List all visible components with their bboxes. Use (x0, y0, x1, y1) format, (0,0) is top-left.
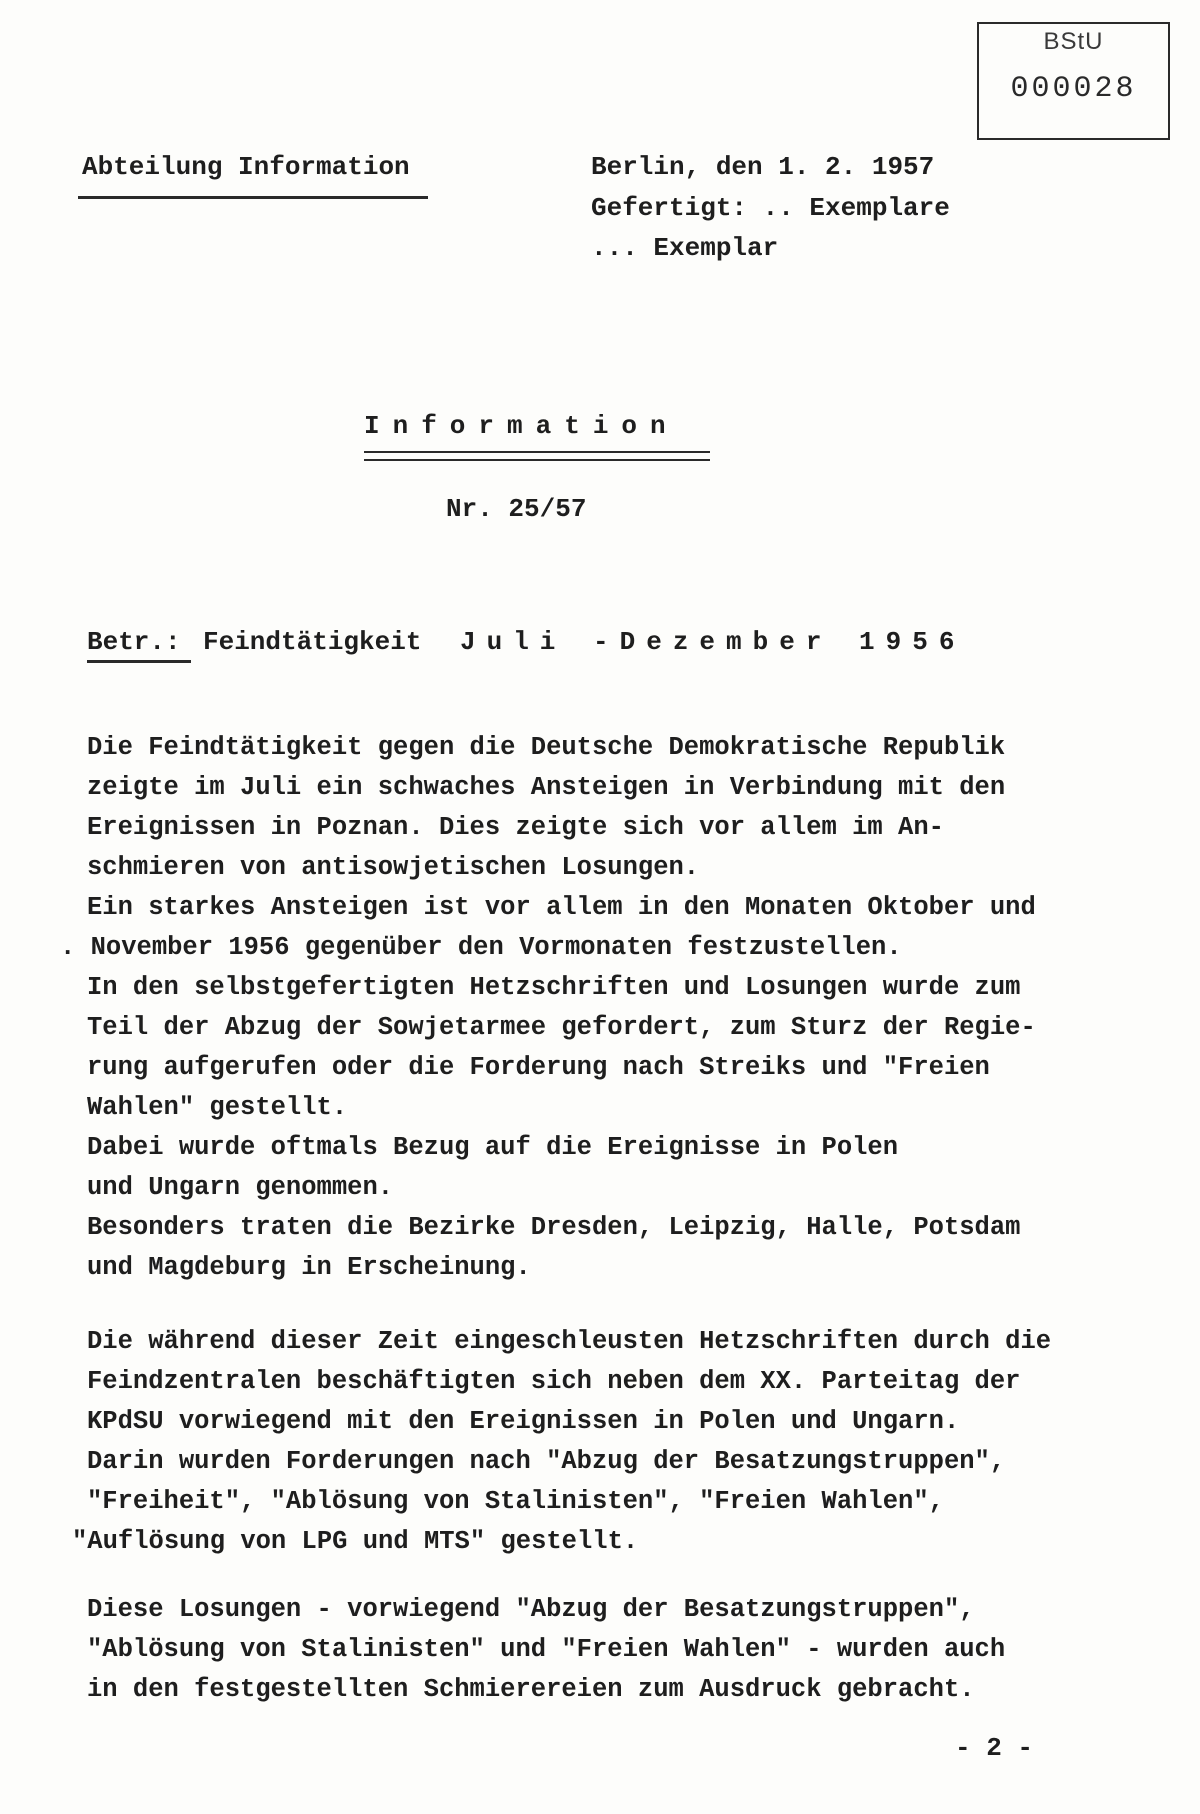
body-line: Die während dieser Zeit eingeschleusten Hetzschriften durch die (87, 1327, 1052, 1356)
body-line: Ein starkes Ansteigen ist vor allem in den Monaten Oktober und (87, 893, 1036, 922)
document-heading: Information (364, 411, 679, 441)
body-line: Dabei wurde oftmals Bezug auf die Ereignisse in Polen (87, 1133, 899, 1162)
body-line: In den selbstgefertigten Hetzschriften und Losungen wurde zum (87, 973, 1021, 1002)
subject-label: Betr.: (87, 627, 181, 657)
body-line: schmieren von antisowjetischen Losungen. (87, 853, 700, 882)
copies-made: Gefertigt: .. Exemplare (591, 193, 950, 223)
body-line: . November 1956 gegenüber den Vormonaten festzustellen. (60, 933, 902, 962)
copy-number: ... Exemplar (591, 233, 779, 263)
department-underline (78, 196, 428, 199)
stamp-title: BStU (1043, 28, 1104, 55)
body-line: KPdSU vorwiegend mit den Ereignissen in Polen und Ungarn. (87, 1407, 960, 1436)
body-line: Teil der Abzug der Sowjetarmee gefordert, zum Sturz der Regie- (87, 1013, 1036, 1042)
body-line: zeigte im Juli ein schwaches Ansteigen in Verbindung mit den (87, 773, 1006, 802)
body-line: "Ablösung von Stalinisten" und "Freien Wahlen" - wurden auch (87, 1635, 1006, 1664)
body-line: "Auflösung von LPG und MTS" gestellt. (72, 1527, 639, 1556)
place-date: Berlin, den 1. 2. 1957 (591, 152, 935, 182)
department-name: Abteilung Information (82, 152, 410, 182)
document-number: Nr. 25/57 (446, 494, 587, 524)
subject-label-underline (87, 660, 191, 663)
subject-text: Feindtätigkeit (203, 627, 422, 657)
stamp-number: 000028 (1010, 72, 1137, 106)
body-line: Diese Losungen - vorwiegend "Abzug der Besatzungstruppen", (87, 1595, 975, 1624)
body-line: Feindzentralen beschäftigten sich neben dem XX. Parteitag der (87, 1367, 1021, 1396)
subject-period: Juli -Dezember 1956 (460, 627, 966, 657)
body-line: und Ungarn genommen. (87, 1173, 394, 1202)
body-line: Wahlen" gestellt. (87, 1093, 348, 1122)
body-line: "Freiheit", "Ablösung von Stalinisten", "Freien Wahlen", (87, 1487, 944, 1516)
page-number: - 2 - (955, 1733, 1034, 1763)
heading-double-underline (364, 451, 710, 461)
body-line: Die Feindtätigkeit gegen die Deutsche Demokratische Republik (87, 733, 1006, 762)
body-line: Besonders traten die Bezirke Dresden, Leipzig, Halle, Potsdam (87, 1213, 1021, 1242)
body-line: rung aufgerufen oder die Forderung nach Streiks und "Freien (87, 1053, 990, 1082)
body-line: Darin wurden Forderungen nach "Abzug der Besatzungstruppen", (87, 1447, 1006, 1476)
body-line: und Magdeburg in Erscheinung. (87, 1253, 531, 1282)
body-line: Ereignissen in Poznan. Dies zeigte sich vor allem im An- (87, 813, 944, 842)
body-line: in den festgestellten Schmierereien zum Ausdruck gebracht. (87, 1675, 975, 1704)
archive-stamp (977, 22, 1170, 140)
